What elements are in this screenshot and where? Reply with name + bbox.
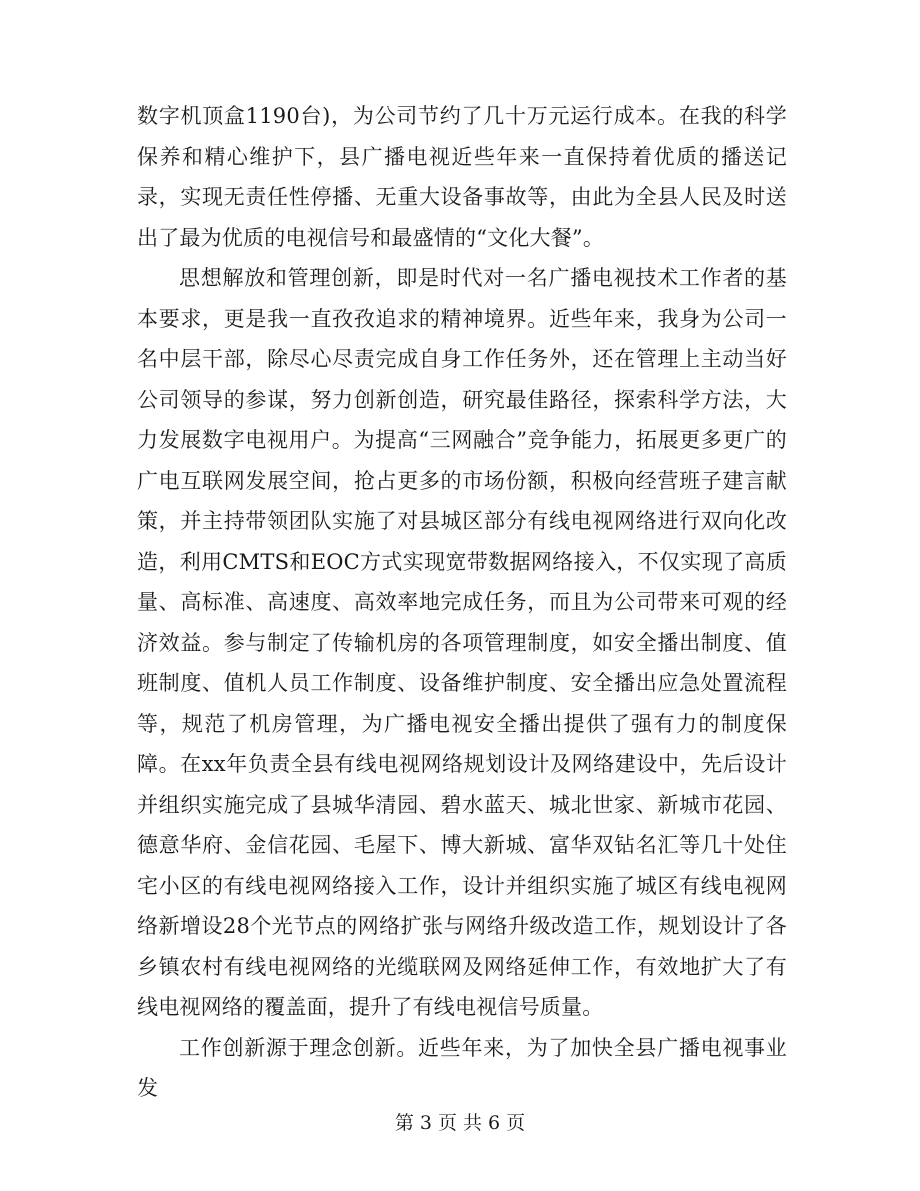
page-number-footer: 第 3 页 共 6 页 xyxy=(394,1112,526,1134)
paragraph-2: 思想解放和管理创新，即是时代对一名广播电视技术工作者的基本要求，更是我一直孜孜追求的精神境界。近些年来，我身为公司一名中层干部，除尽心尽责完成自身工作任务外，还在管理上主动当好公司领导的参谋，努力创新创造，研究最佳路径，探索科学方法，大力发展数字电视用户。为提高“三网融合”竞争能力，拓展更多更广的广电互联网发展空间，抢占更多的市场份额，积极向经营班子建言献策，并主持带领团队实施了对县城区部分有线电视网络进行双向化改造，利用CMTS和EOC方式实现宽带数据网络接入，不仅实现了高质量、高标准、高速度、高效率地完成任务，而且为公司带来可观的经济效益。参与制定了传输机房的各项管理制度，如安全播出制度、值班制度、值机人员工作制度、设备维护制度、安全播出应急处置流程等，规范了机房管理，为广播电视安全播出提供了强有力的制度保障。在xx年负责全县有线电视网络规划设计及网络建设中，先后设计并组织实施完成了县城华清园、碧水蓝天、城北世家、新城市花园、德意华府、金信花园、毛屋下、博大新城、富华双钻名汇等几十处住宅小区的有线电视网络接入工作，设计并组织实施了城区有线电视网络新增设28个光节点的网络扩张与网络升级改造工作，规划设计了各乡镇农村有线电视网络的光缆联网及网络延伸工作，有效地扩大了有线电视网络的覆盖面，提升了有线电视信号质量。 xyxy=(137,266,787,1019)
document-body xyxy=(137,96,787,1109)
paragraph-3: 工作创新源于理念创新。近些年来，为了加快全县广播电视事业发 xyxy=(137,1035,787,1100)
paragraph-1: 数字机顶盒1190台)，为公司节约了几十万元运行成本。在我的科学保养和精心维护下，县广播电视近些年来一直保持着优质的播送记录，实现无责任性停播、无重大设备事故等，由此为全县人民及时送出了最为优质的电视信号和最盛情的“文化大餐”。 xyxy=(137,104,787,250)
